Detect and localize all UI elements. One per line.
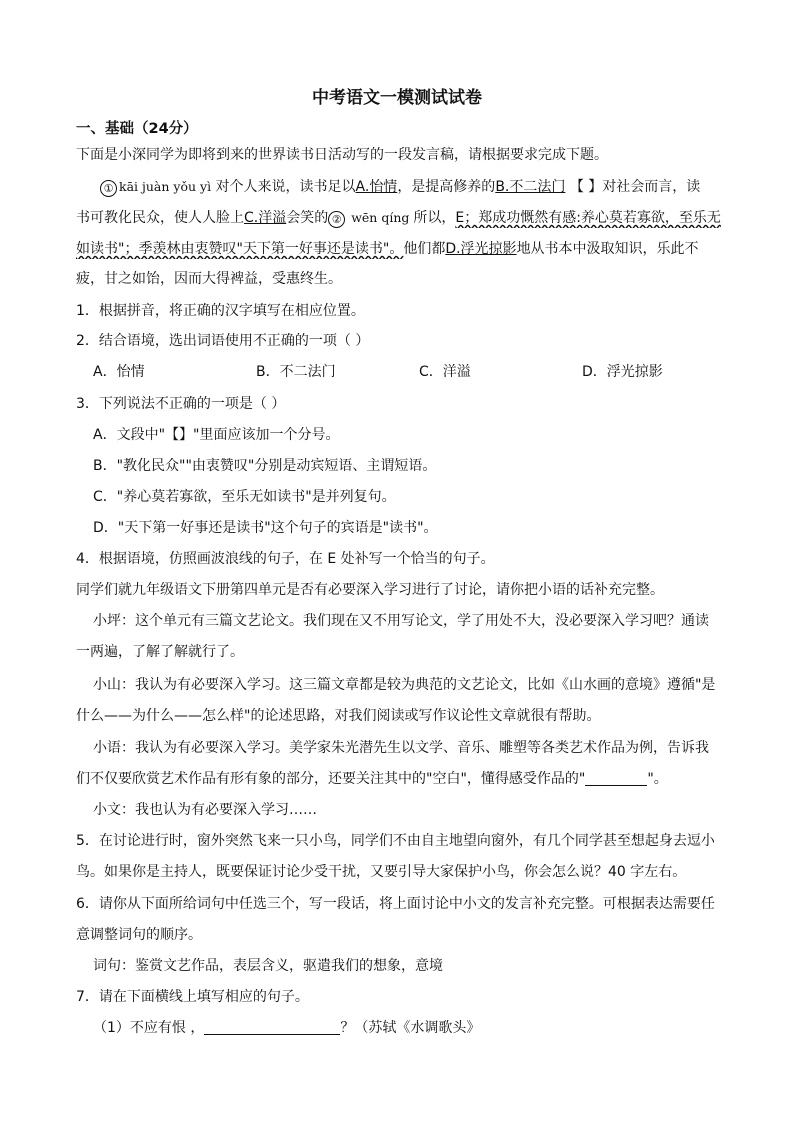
page-title: 中考语文一模测试试卷 xyxy=(312,88,482,108)
option-a: A．怡情 xyxy=(93,364,145,380)
xiaoyu-line-2: 们不仅要欣赏艺术作品有形有象的部分，还要关注其中的"空白"，懂得感受作品的" "。 xyxy=(76,771,668,787)
q3-option-b: B．"教化民众""由衷赞叹"分别是动宾短语、主谓短语。 xyxy=(93,458,437,474)
xiaowen-line: 小文：我也认为有必要深入学习…… xyxy=(93,802,317,818)
section-heading: 一、基础（24分） xyxy=(76,121,198,137)
question-7: 7．请在下面横线上填写相应的句子。 xyxy=(76,989,309,1005)
answer-blank[interactable] xyxy=(204,1020,340,1035)
question-1: 1．根据拼音，将正确的汉字填写在相应位置。 xyxy=(76,303,365,319)
xiaoshan-line-2: 什么——为什么——怎么样"的论述思路，对我们阅读或写作议论性文章就很有帮助。 xyxy=(76,708,601,724)
word-list: 词句：鉴赏文艺作品，表层含义，驱遣我们的想象，意境 xyxy=(93,958,443,974)
option-c: C．洋溢 xyxy=(419,364,471,380)
wavy-sentence-e: E；郑成功慨然有感:养心莫若寡欲，至乐无 xyxy=(455,210,721,226)
question-5-line-2: 鸟。如果你是主持人，既要保证讨论少受干扰，又要引导大家保护小鸟，你会怎么说？40 字左右。 xyxy=(76,864,687,880)
answer-blank[interactable] xyxy=(585,771,647,786)
xiaoshan-line-1: 小山：我认为有必要深入学习。这三篇文章都是较为典范的文艺论文，比如《山水画的意境》遵循"是 xyxy=(93,677,716,693)
xiaoyu-line-1: 小语：我认为有必要深入学习。美学家朱光潜先生以文学、音乐、雕塑等各类艺术作品为例，告诉我 xyxy=(93,740,709,756)
circle-number-1: ① xyxy=(100,180,117,197)
q3-option-d: D．"天下第一好事还是读书"这个句子的宾语是"读书"。 xyxy=(93,520,438,536)
question-5-line-1: 5．在讨论进行时，窗外突然飞来一只小鸟，同学们不由自主地望向窗外，有几个同学甚至想起身去逗小 xyxy=(76,833,715,849)
q3-option-a: A．文段中"【】"里面应该加一个分号。 xyxy=(93,427,340,443)
question-4: 4．根据语境，仿照画波浪线的句子，在 E 处补写一个恰当的句子。 xyxy=(76,551,495,567)
q3-option-c: C．"养心莫若寡欲，至乐无如读书"是并列复句。 xyxy=(93,489,396,505)
question-3: 3．下列说法不正确的一项是（ ） xyxy=(76,396,286,412)
option-b: B．不二法门 xyxy=(256,364,336,380)
xiaoping-line-1: 小坪：这个单元有三篇文艺论文。我们现在又不用写论文，学了用处不大，没必要深入学习吧？通读 xyxy=(93,613,709,629)
circle-number-2: ② xyxy=(328,211,345,228)
marked-word-c: C.洋溢 xyxy=(244,210,287,226)
pinyin-2: wēn qíng xyxy=(347,210,414,225)
option-d: D．浮光掠影 xyxy=(582,364,663,380)
xiaoping-line-2: 一两遍，了解了解就行了。 xyxy=(76,644,244,660)
question-7-item-1: （1）不应有恨 ， ？（苏轼《水调歌头》 xyxy=(93,1020,481,1036)
question-6-line-2: 意调整词句的顺序。 xyxy=(76,927,202,943)
passage-line-4: 疲，甘之如饴，因而大得裨益，受惠终生。 xyxy=(76,271,342,287)
passage-line-2: 书可教化民众，使人人脸上C.洋溢会笑的 ② wēn qíng 所以，E；郑成功慨然有感:养心莫若寡欲，至乐无 xyxy=(76,210,721,226)
marked-word-a: A.怡情 xyxy=(355,179,398,195)
marked-word-d: D.浮光掠影 xyxy=(445,241,517,257)
pinyin-1: kāi juàn yǒu yì xyxy=(119,179,212,194)
question-2-options xyxy=(93,362,773,382)
marked-word-b: B.不二法门 xyxy=(495,179,566,195)
question-6-line-1: 6．请你从下面所给词句中任选三个，写一段话，将上面讨论中小文的发言补充完整。可根据表达需要任 xyxy=(76,896,715,912)
wavy-sentence-e-cont: 如读书"；季羡林由衷赞叹"天下第一好事还是读书"。 xyxy=(76,241,404,257)
discussion-intro: 同学们就九年级语文下册第四单元是否有必要深入学习进行了讨论，请你把小语的话补充完整。 xyxy=(76,582,664,598)
passage-line-1: ① kāi juàn yǒu yì 对个人来说，读书足以A.怡情，是提高修养的B.不二法门 【 】对社会而言，读 xyxy=(100,177,780,197)
passage-line-3: 如读书"；季羡林由衷赞叹"天下第一好事还是读书"。他们都D.浮光掠影地从书本中汲取知识，乐此不 xyxy=(76,241,699,257)
intro-text: 下面是小深同学为即将到来的世界读书日活动写的一段发言稿，请根据要求完成下题。 xyxy=(76,147,608,163)
question-2: 2．结合语境，选出词语使用不正确的一项（ ） xyxy=(76,333,370,349)
